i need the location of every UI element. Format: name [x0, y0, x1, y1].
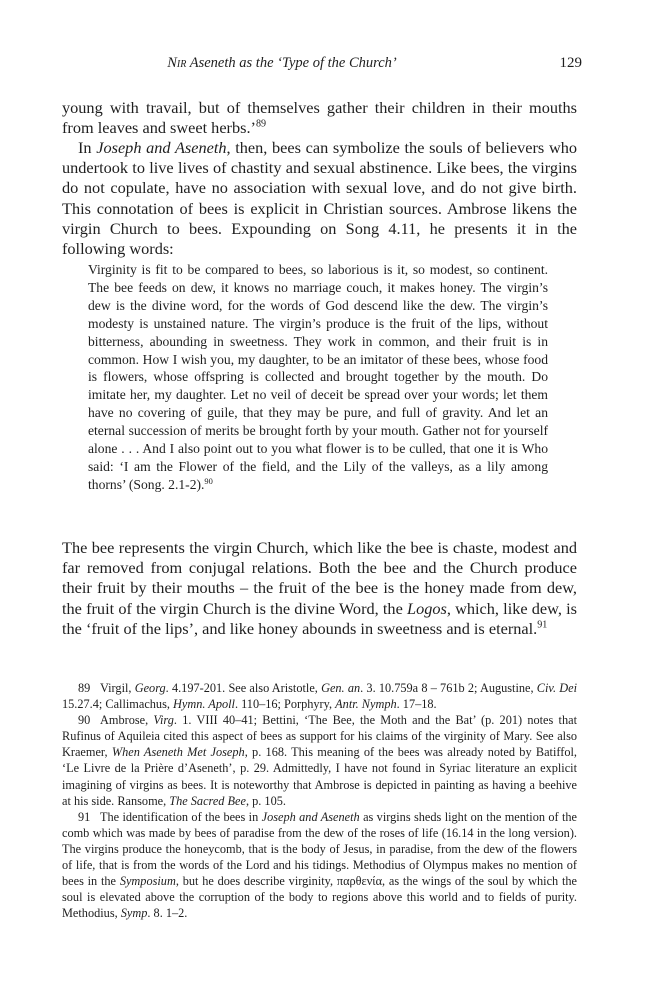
- text-run: Ambrose,: [100, 713, 154, 728]
- paragraph-virgin-church: [62, 538, 577, 639]
- text-run: , p. 168. This meaning of the bees was already noted by Batiffol, ‘Le Livre de la Prière d’Aseneth’, p. 29. Admittedly, I have not found in Syriac literature an explicit imagining of virgins as bees. It is noteworthy that Ambrose is depicted in painting as having a beehive at his side. Ransome,: [62, 745, 577, 808]
- text-run: The identification of the bees in: [100, 809, 262, 824]
- text-run: . 110–16; Porphyry,: [234, 697, 336, 712]
- title-italic: Joseph and Aseneth: [96, 138, 227, 157]
- paragraph-bees-symbolism: [62, 138, 577, 259]
- logos-italic: Logos: [407, 598, 447, 618]
- running-head-chapter: Aseneth as the ‘Type of the Church’: [189, 55, 397, 71]
- text-run: , p. 105.: [245, 793, 286, 808]
- text-run: . 3. 10.759a 8 – 761b 2; Augustine,: [360, 681, 537, 695]
- page-number: 129: [559, 55, 582, 71]
- text-run: 15.27.4; Callimachus,: [62, 697, 174, 712]
- text-run: , then, bees can symbolize the souls of believers who undertook to live lives of chastity and sexual abstinence. Like bees, the virgins do not copulate, have no association with sexual love, and do not give birth. This connotation of bees is explicit in Christian sources. Ambrose likens the virgin Church to bees. Expounding on Song 4.11, he presents it in the following words:: [62, 138, 577, 259]
- citation-italic: When Aseneth Met Joseph: [111, 745, 245, 760]
- citation-italic: Antr. Nymph: [335, 697, 397, 712]
- footnote-ref-89[interactable]: 89: [255, 118, 267, 130]
- citation-italic: Hymn. Apoll: [173, 697, 235, 712]
- citation-italic: Symp: [120, 906, 148, 921]
- paragraph-continuation: [62, 98, 577, 138]
- citation-italic: Civ. Dei: [536, 681, 577, 695]
- citation-italic: Gen. an: [321, 681, 361, 695]
- text-run: . 17–18.: [396, 697, 437, 712]
- text-run: The bee represents the virgin Church, which like the bee is chaste, modest and far removed from conjugal relations. Both the bee and the Church produce their fruit by their mouths – the fruit of the bee is the honey made from dew, the fruit of the virgin Church is the divine Word, the: [62, 538, 577, 618]
- running-head-title: [62, 54, 502, 72]
- text-run: , which, like dew, is the ‘fruit of the lips’, and like honey abounds in sweetness and is eternal.: [62, 598, 577, 638]
- footnote-ref-90[interactable]: 90: [204, 475, 213, 486]
- text-run: Virgil,: [100, 681, 135, 695]
- text-run: . 1. VIII 40–41; Bettini, ‘The Bee, the Moth and the Bat’ (p. 201) notes that Rufinus of Aquileia cited this aspect of bees as support for his claims of the virginity of Mary. See also Kraemer,: [62, 713, 577, 760]
- text-run: . 8. 1–2.: [147, 906, 188, 921]
- text-run: In: [78, 138, 97, 157]
- footnote-90: [62, 712, 577, 809]
- footnote-89: [62, 680, 577, 712]
- footnote-ref-91[interactable]: 91: [537, 619, 548, 631]
- text-run: . 4.197-201. See also Aristotle,: [165, 681, 322, 695]
- citation-italic: The Sacred Bee: [169, 793, 246, 808]
- footnote-91: [62, 809, 577, 922]
- citation-italic: Virg: [153, 713, 174, 728]
- footnotes: [62, 680, 577, 921]
- running-head-author: Nir: [167, 55, 187, 71]
- citation-italic: Symposium: [119, 874, 176, 889]
- citation-italic: Joseph and Aseneth: [261, 809, 360, 824]
- footnote-number: 90: [78, 713, 91, 728]
- block-quote-ambrose: [88, 261, 548, 494]
- citation-italic: Georg: [134, 681, 166, 695]
- text-run: as virgins sheds light on the mention of the comb which was made by bees of paradise from the dew of the roses of life (16.14 in the long version). The virgins produce the honeycomb, that is the body of Jesus, in paradise, from the dew of the flowers of life, that is from the words of the Lord and his tidings. Methodius of Olympus makes no mention of bees in the: [62, 809, 578, 889]
- text-run: , but he does describe virginity, παρθενία, as the wings of the soul by which the soul is elevated above the corruption of the body to regions above this world and to fields of purity. Methodius,: [62, 874, 577, 921]
- footnote-number: 91: [78, 809, 91, 824]
- quote-text: Virginity is fit to be compared to bees, so laborious is it, so modest, so continent. The bee feeds on dew, it knows no marriage couch, it makes honey. The virgin’s dew is the divine word, for the words of God descend like the dew. The virgin’s modesty is unstained nature. The virgin’s produce is the fruit of the lips, without bitterness, abounding in sweetness. They work in common, and their fruit is in common. How I wish you, my daughter, to be an imitator of these bees, whose food is flowers, whose offspring is collected and brought together by the mouth. Do imitate her, my daughter. Let no veil of deceit be spread over your words; let them have no covering of guile, that they may be pure, and full of gravity. And let an eternal succession of merits be brought forth by your mouth. Gather not for yourself alone . . . And I also point out to you what flower is to be culled, that one it is Who said: ‘I am the Flower of the field, and the Lily of the valleys, as a lily among thorns’ (Song. 2.1-2).: [88, 262, 548, 492]
- footnote-number: 89: [78, 681, 91, 695]
- paragraph-text: young with travail, but of themselves gather their children in their mouths from leaves and sweet herbs.’: [62, 98, 577, 138]
